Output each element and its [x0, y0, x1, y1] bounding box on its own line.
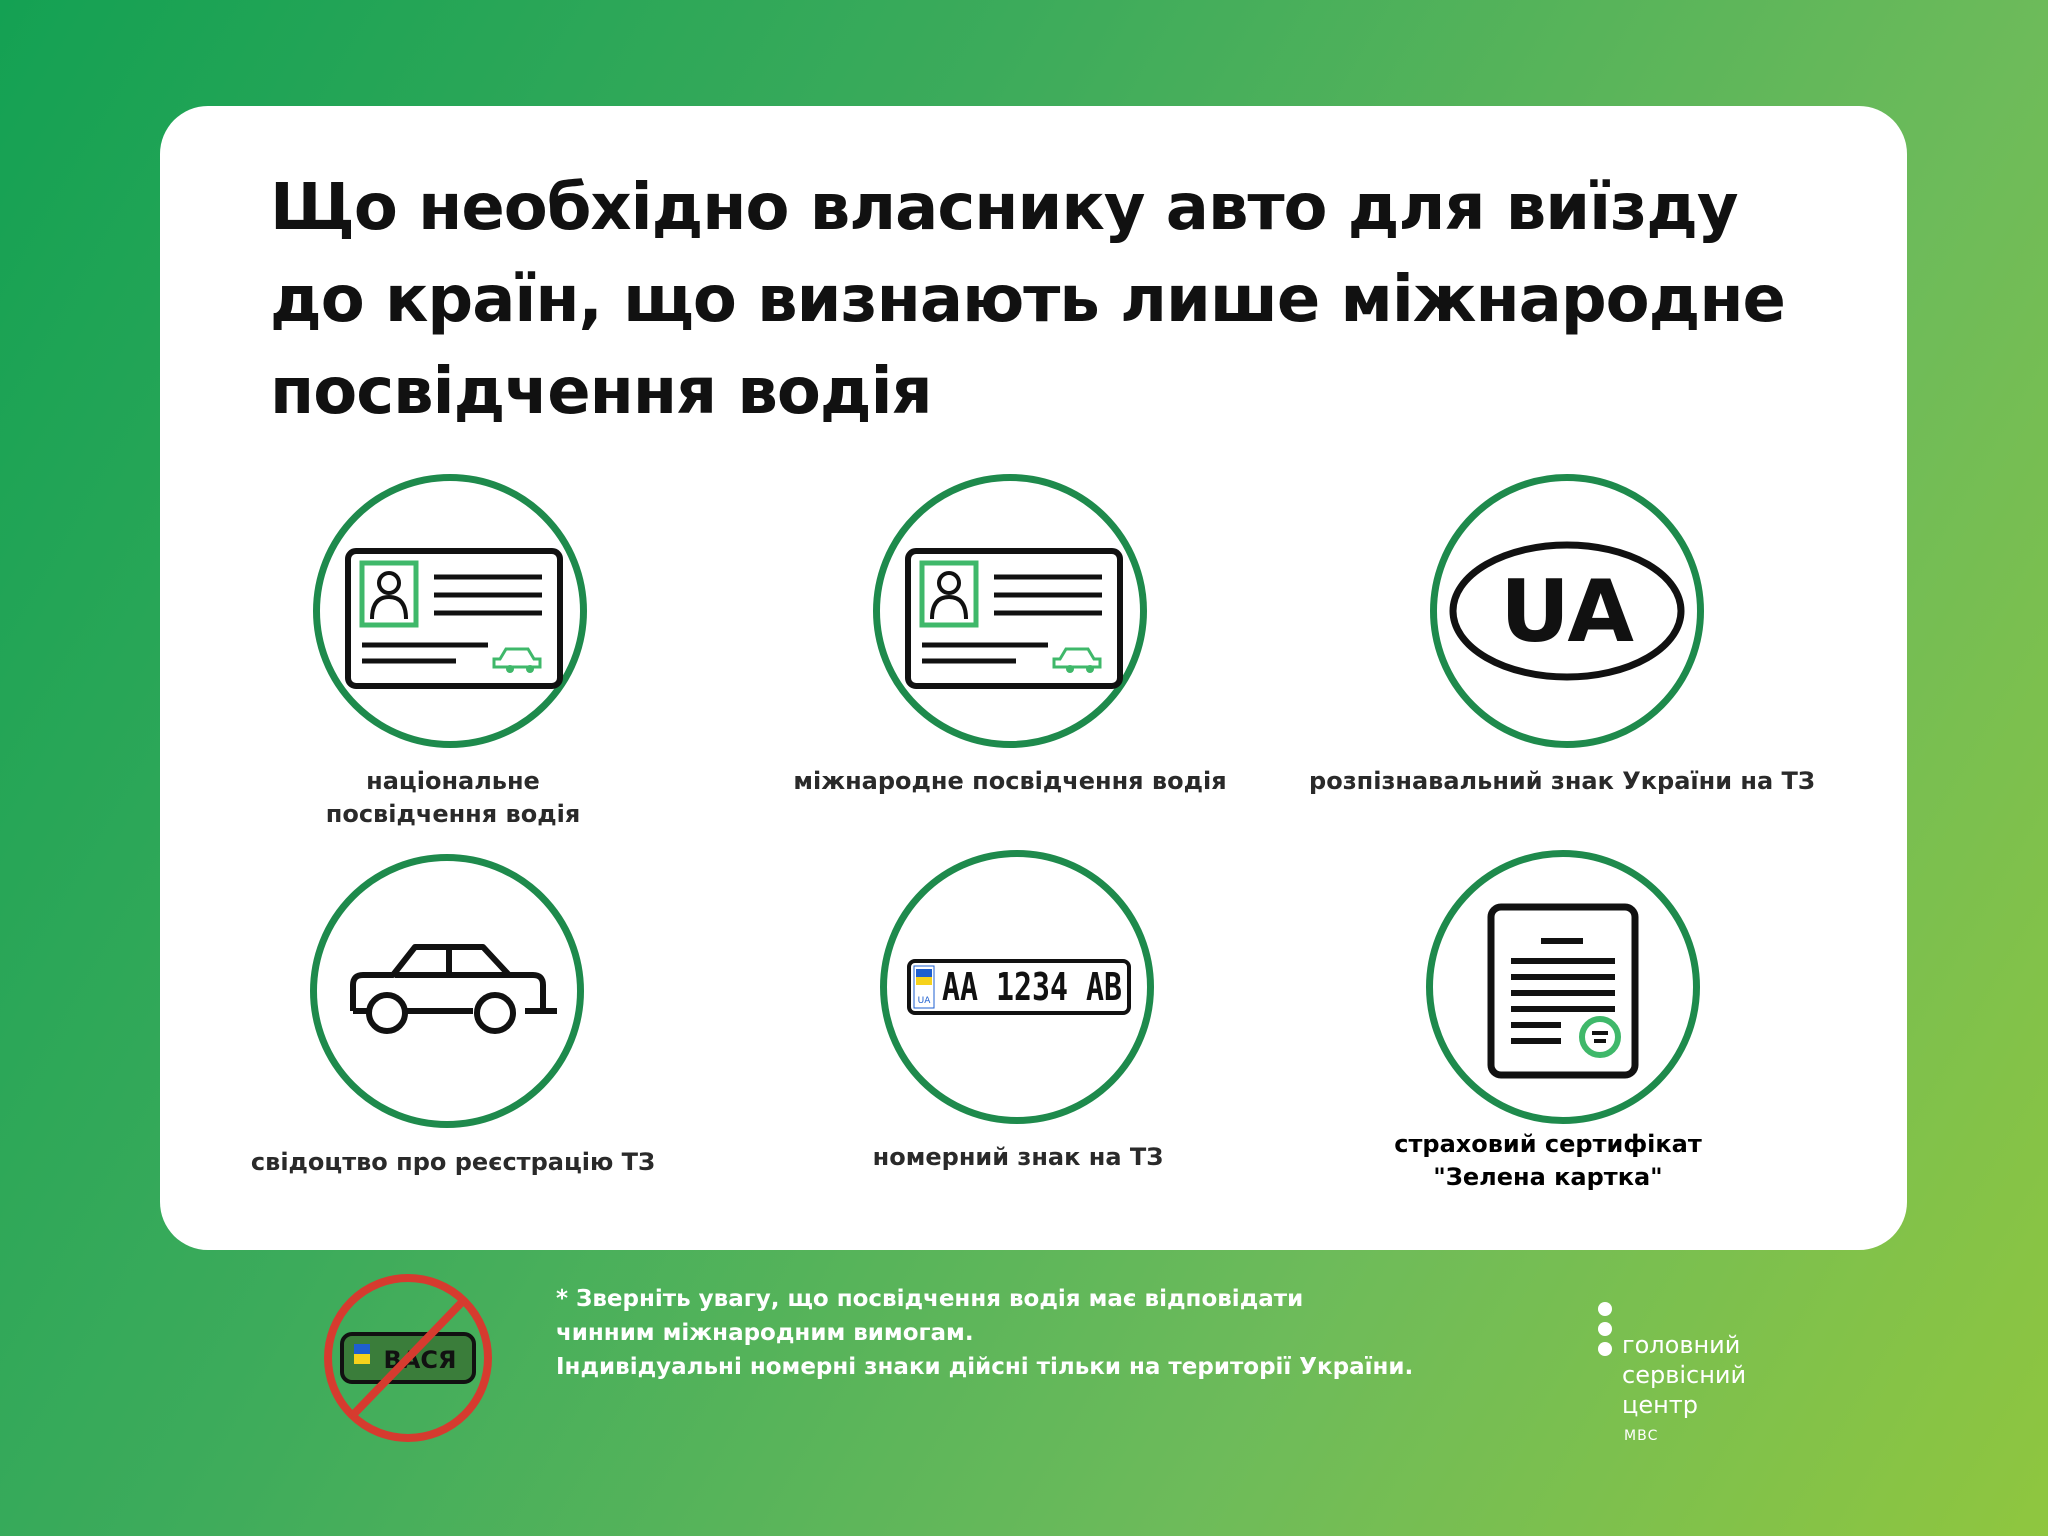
item-label: свідоцтво про реєстрацію ТЗ	[250, 1148, 656, 1176]
insurance-certificate-icon	[1426, 850, 1700, 1124]
hsc-mvs-logo	[1596, 1300, 1796, 1450]
car-icon	[310, 854, 584, 1128]
ua-badge-text: UA	[1500, 562, 1634, 662]
prohibited-custom-plate-icon	[318, 1268, 498, 1448]
driver-license-icon	[313, 474, 587, 748]
logo-text: головний сервісний центр	[1622, 1331, 1747, 1419]
international-license-icon	[873, 474, 1147, 748]
item-label: міжнародне посвідчення водія	[793, 767, 1227, 795]
title-line-1: Що необхідно власнику авто для виїзду	[270, 171, 1738, 245]
footnote: * Зверніть увагу, що посвідчення водія має відповідати чинним міжнародним вимогам. Індивідуальні номерні знаки дійсні тільки на території України.	[556, 1286, 1414, 1380]
logo-subtitle: МВС	[1624, 1428, 1659, 1444]
custom-plate-text: ВАСЯ	[383, 1346, 457, 1374]
item-label: страховий сертифікат "Зелена картка"	[1394, 1130, 1702, 1191]
item-label: номерний знак на ТЗ	[872, 1143, 1164, 1171]
license-plate-icon	[880, 850, 1154, 1124]
page-title	[270, 162, 1870, 438]
item-label: розпізнавальний знак України на ТЗ	[1309, 767, 1815, 795]
title-line-3: посвідчення водія	[270, 355, 932, 429]
svg-text:UA: UA	[917, 996, 931, 1006]
plate-number-text: AA 1234 AB	[942, 965, 1122, 1009]
ua-oval-sign-icon	[1430, 474, 1704, 748]
title-line-2: до країн, що визнають лише міжнародне	[270, 263, 1785, 337]
logo-dots-icon	[1596, 1300, 1614, 1360]
item-label: національне посвідчення водія	[325, 767, 581, 828]
